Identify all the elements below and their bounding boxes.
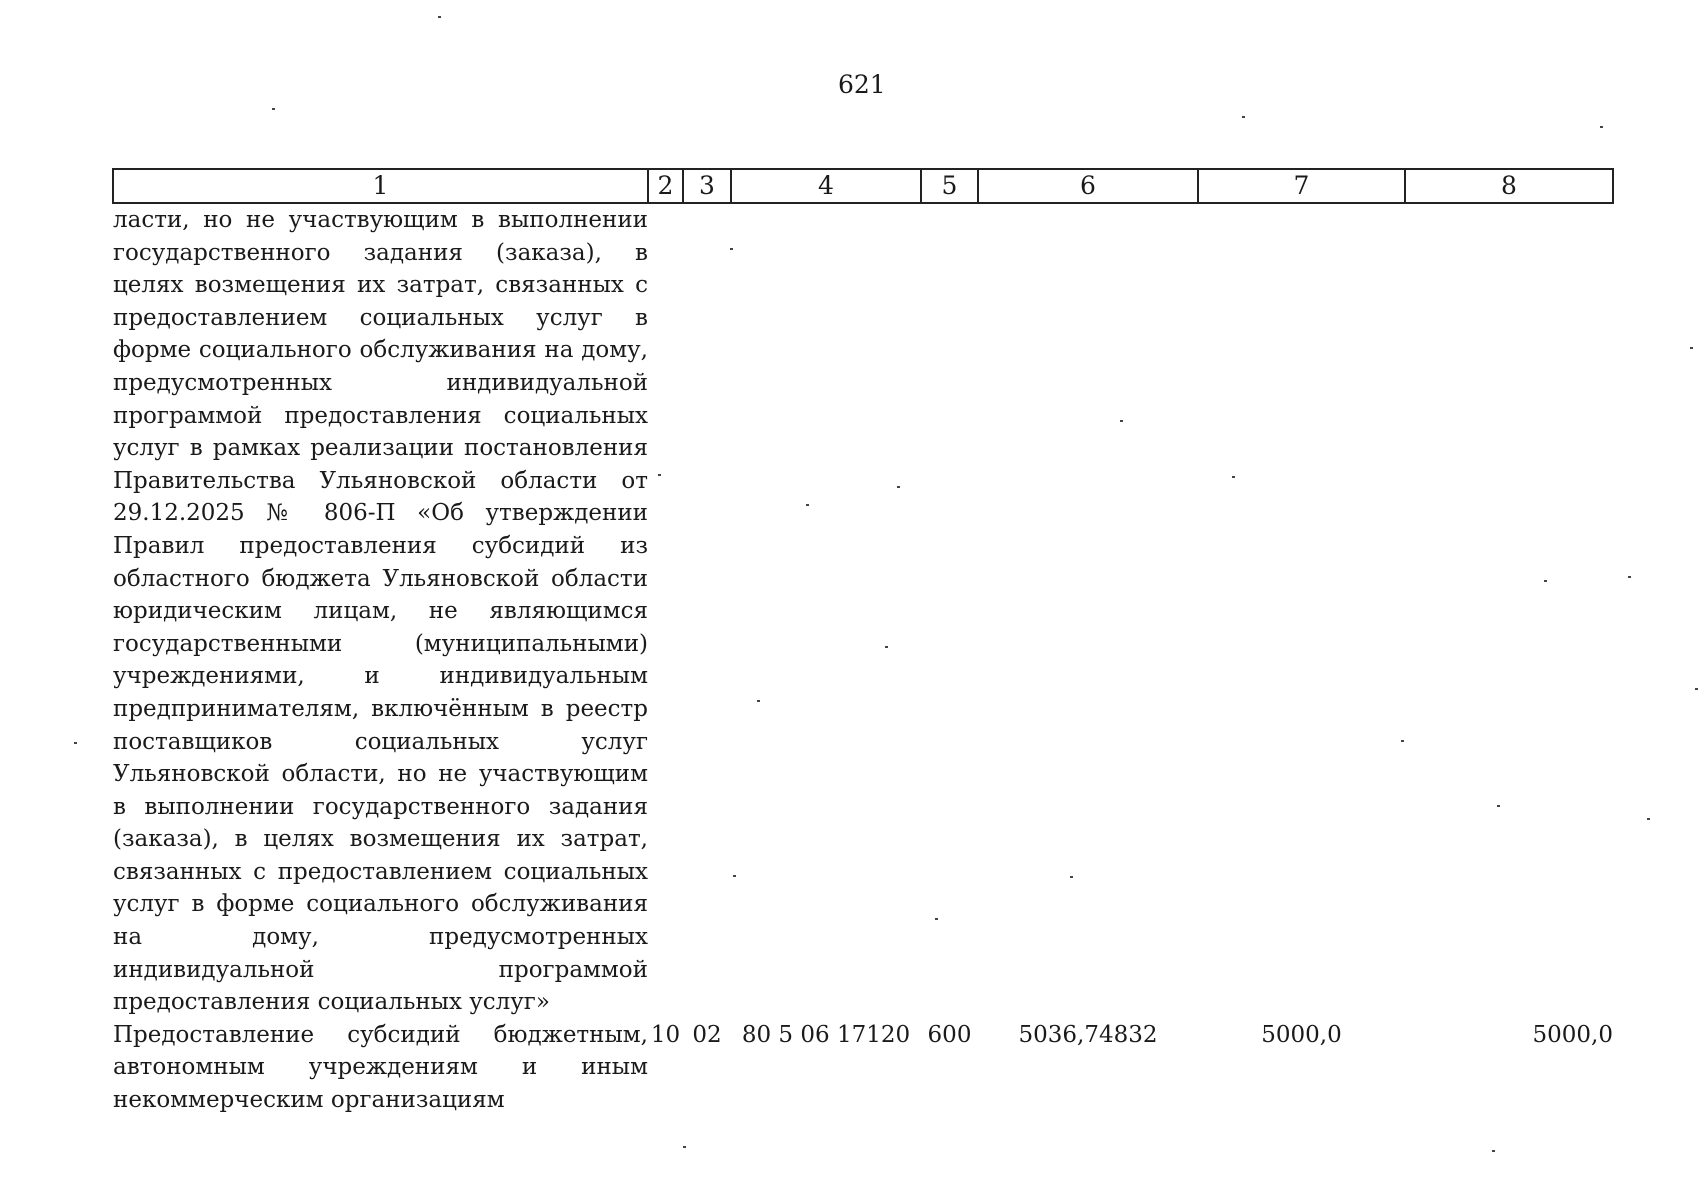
scan-speck	[438, 16, 441, 18]
scan-speck	[935, 918, 938, 920]
header-cell-7: 7	[1198, 169, 1405, 203]
cell-section: 10	[650, 1021, 681, 1048]
cell-amount-col8: 5000,0	[1532, 1021, 1613, 1048]
budget-table	[112, 168, 1614, 1117]
scan-speck	[74, 742, 77, 744]
header-cell-3: 3	[683, 169, 731, 203]
scan-speck	[1242, 116, 1245, 118]
cell-amount-col7: 5000,0	[1261, 1021, 1342, 1048]
header-cell-1: 1	[113, 169, 648, 203]
header-row	[113, 169, 1613, 203]
scan-speck	[1628, 576, 1631, 578]
cell-target-article: 80 5 06 17120	[741, 1021, 911, 1048]
scan-speck	[1401, 740, 1404, 742]
scan-speck	[1647, 818, 1650, 820]
cell-section	[648, 203, 683, 1019]
cell-subsection: 02	[692, 1021, 722, 1048]
cell-expense-type	[921, 203, 978, 1019]
scan-speck	[806, 504, 809, 506]
header-cell-5: 5	[921, 169, 978, 203]
cell-amount-col7	[1198, 203, 1405, 1019]
scan-speck	[1120, 420, 1123, 422]
scan-speck	[885, 646, 888, 648]
scan-speck	[1544, 580, 1547, 582]
scan-speck	[897, 486, 900, 488]
scan-speck	[1492, 1150, 1495, 1152]
cell-amount-col6	[978, 203, 1198, 1019]
scan-speck	[1690, 347, 1693, 349]
row-description: Предоставление субсидий бюджетным, автономным учреждениям и иным некоммерческим организациям	[113, 1021, 648, 1114]
table-row	[113, 1019, 1613, 1117]
cell-target-article	[731, 203, 921, 1019]
scan-speck	[1232, 476, 1235, 478]
scan-speck	[757, 700, 760, 702]
page-number: 621	[838, 70, 886, 99]
header-cell-6: 6	[978, 169, 1198, 203]
header-cell-2: 2	[648, 169, 683, 203]
scan-speck	[658, 474, 661, 476]
table-row	[113, 203, 1613, 1019]
scan-speck	[272, 108, 275, 110]
scan-speck	[683, 1146, 686, 1148]
scan-speck	[1070, 876, 1073, 878]
scan-speck	[1695, 688, 1698, 690]
cell-subsection	[683, 203, 731, 1019]
header-cell-8: 8	[1405, 169, 1613, 203]
scan-speck	[730, 248, 733, 250]
cell-expense-type: 600	[927, 1021, 972, 1048]
cell-amount-col8	[1405, 203, 1613, 1019]
scan-speck	[1600, 126, 1603, 128]
scan-speck	[1497, 805, 1500, 807]
row-description: ласти, но не участвующим в выполнении государственного задания (заказа), в целях возмещения их затрат, связанных с предоставлением социальных услуг в форме социального обслуживания на дому, предусмотренных индивидуальной программой предоставления социальных услуг в рамках реализации постановления Правительства Ульяновской области от 29.12.2025 № 806-П «Об утверждении Правил предоставления субсидий из областного бюджета Ульяновской области юридическим лицам, не являющимся государственными (муниципальными) учреждениями, и индивидуальным предпринимателям, включённым в реестр поставщиков социальных услуг Ульяновской области, но не участвующим в выполнении государственного задания (заказа), в целях возмещения их затрат, связанных с предоставлением социальных услуг в форме социального обслуживания на дому, предусмотренных индивидуальной программой предоставления социальных услуг»	[113, 207, 648, 1016]
cell-amount-col6: 5036,74832	[1018, 1021, 1158, 1048]
header-cell-4: 4	[731, 169, 921, 203]
scan-speck	[733, 875, 736, 877]
